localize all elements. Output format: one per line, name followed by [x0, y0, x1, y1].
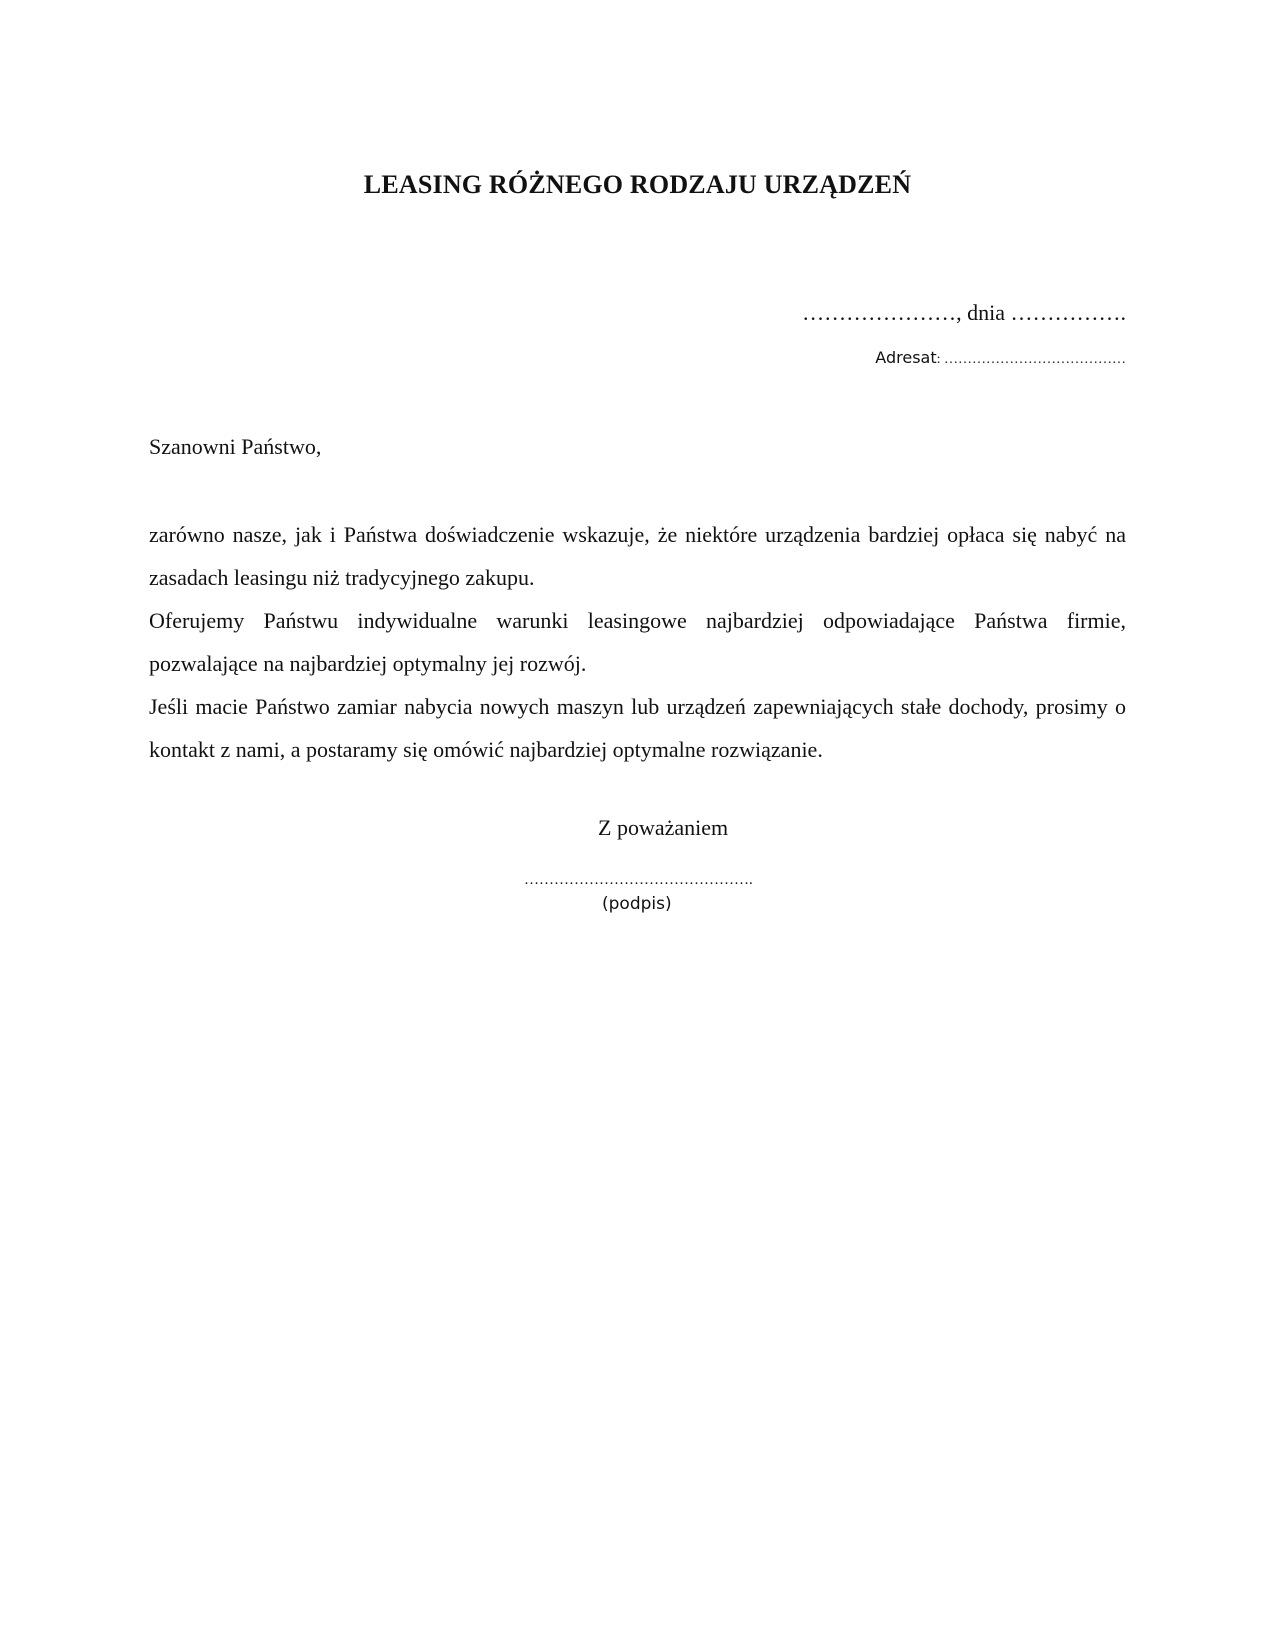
body-paragraph-2: Oferujemy Państwu indywidualne warunki leasingowe najbardziej odpowiadające Państwa firmie, pozwalające na najbardziej optymalny jej rozwój. [149, 608, 1126, 676]
closing-phrase: Z poważaniem [598, 815, 729, 840]
addressee-line [875, 348, 1126, 368]
place-date-line: …………………, dnia ……………. [802, 300, 1126, 325]
salutation: Szanowni Państwo, [149, 434, 322, 459]
signature-line: ………………………………………. [524, 872, 753, 888]
letter-body [149, 513, 1126, 771]
body-paragraph-3: Jeśli macie Państwo zamiar nabycia nowych maszyn lub urządzeń zapewniających stałe dochody, prosimy o kontakt z nami, a postaramy się omówić najbardziej optymalne rozwiązanie. [149, 694, 1126, 762]
addressee-dots: : ………………………………… [936, 352, 1126, 367]
signature-label: (podpis) [602, 894, 672, 914]
document-title: LEASING RÓŻNEGO RODZAJU URZĄDZEŃ [363, 170, 912, 199]
addressee-label: Adresat [875, 348, 937, 367]
body-paragraph-1: zarówno nasze, jak i Państwa doświadczenie wskazuje, że niektóre urządzenia bardziej opłaca się nabyć na zasadach leasingu niż tradycyjnego zakupu. [149, 522, 1126, 590]
